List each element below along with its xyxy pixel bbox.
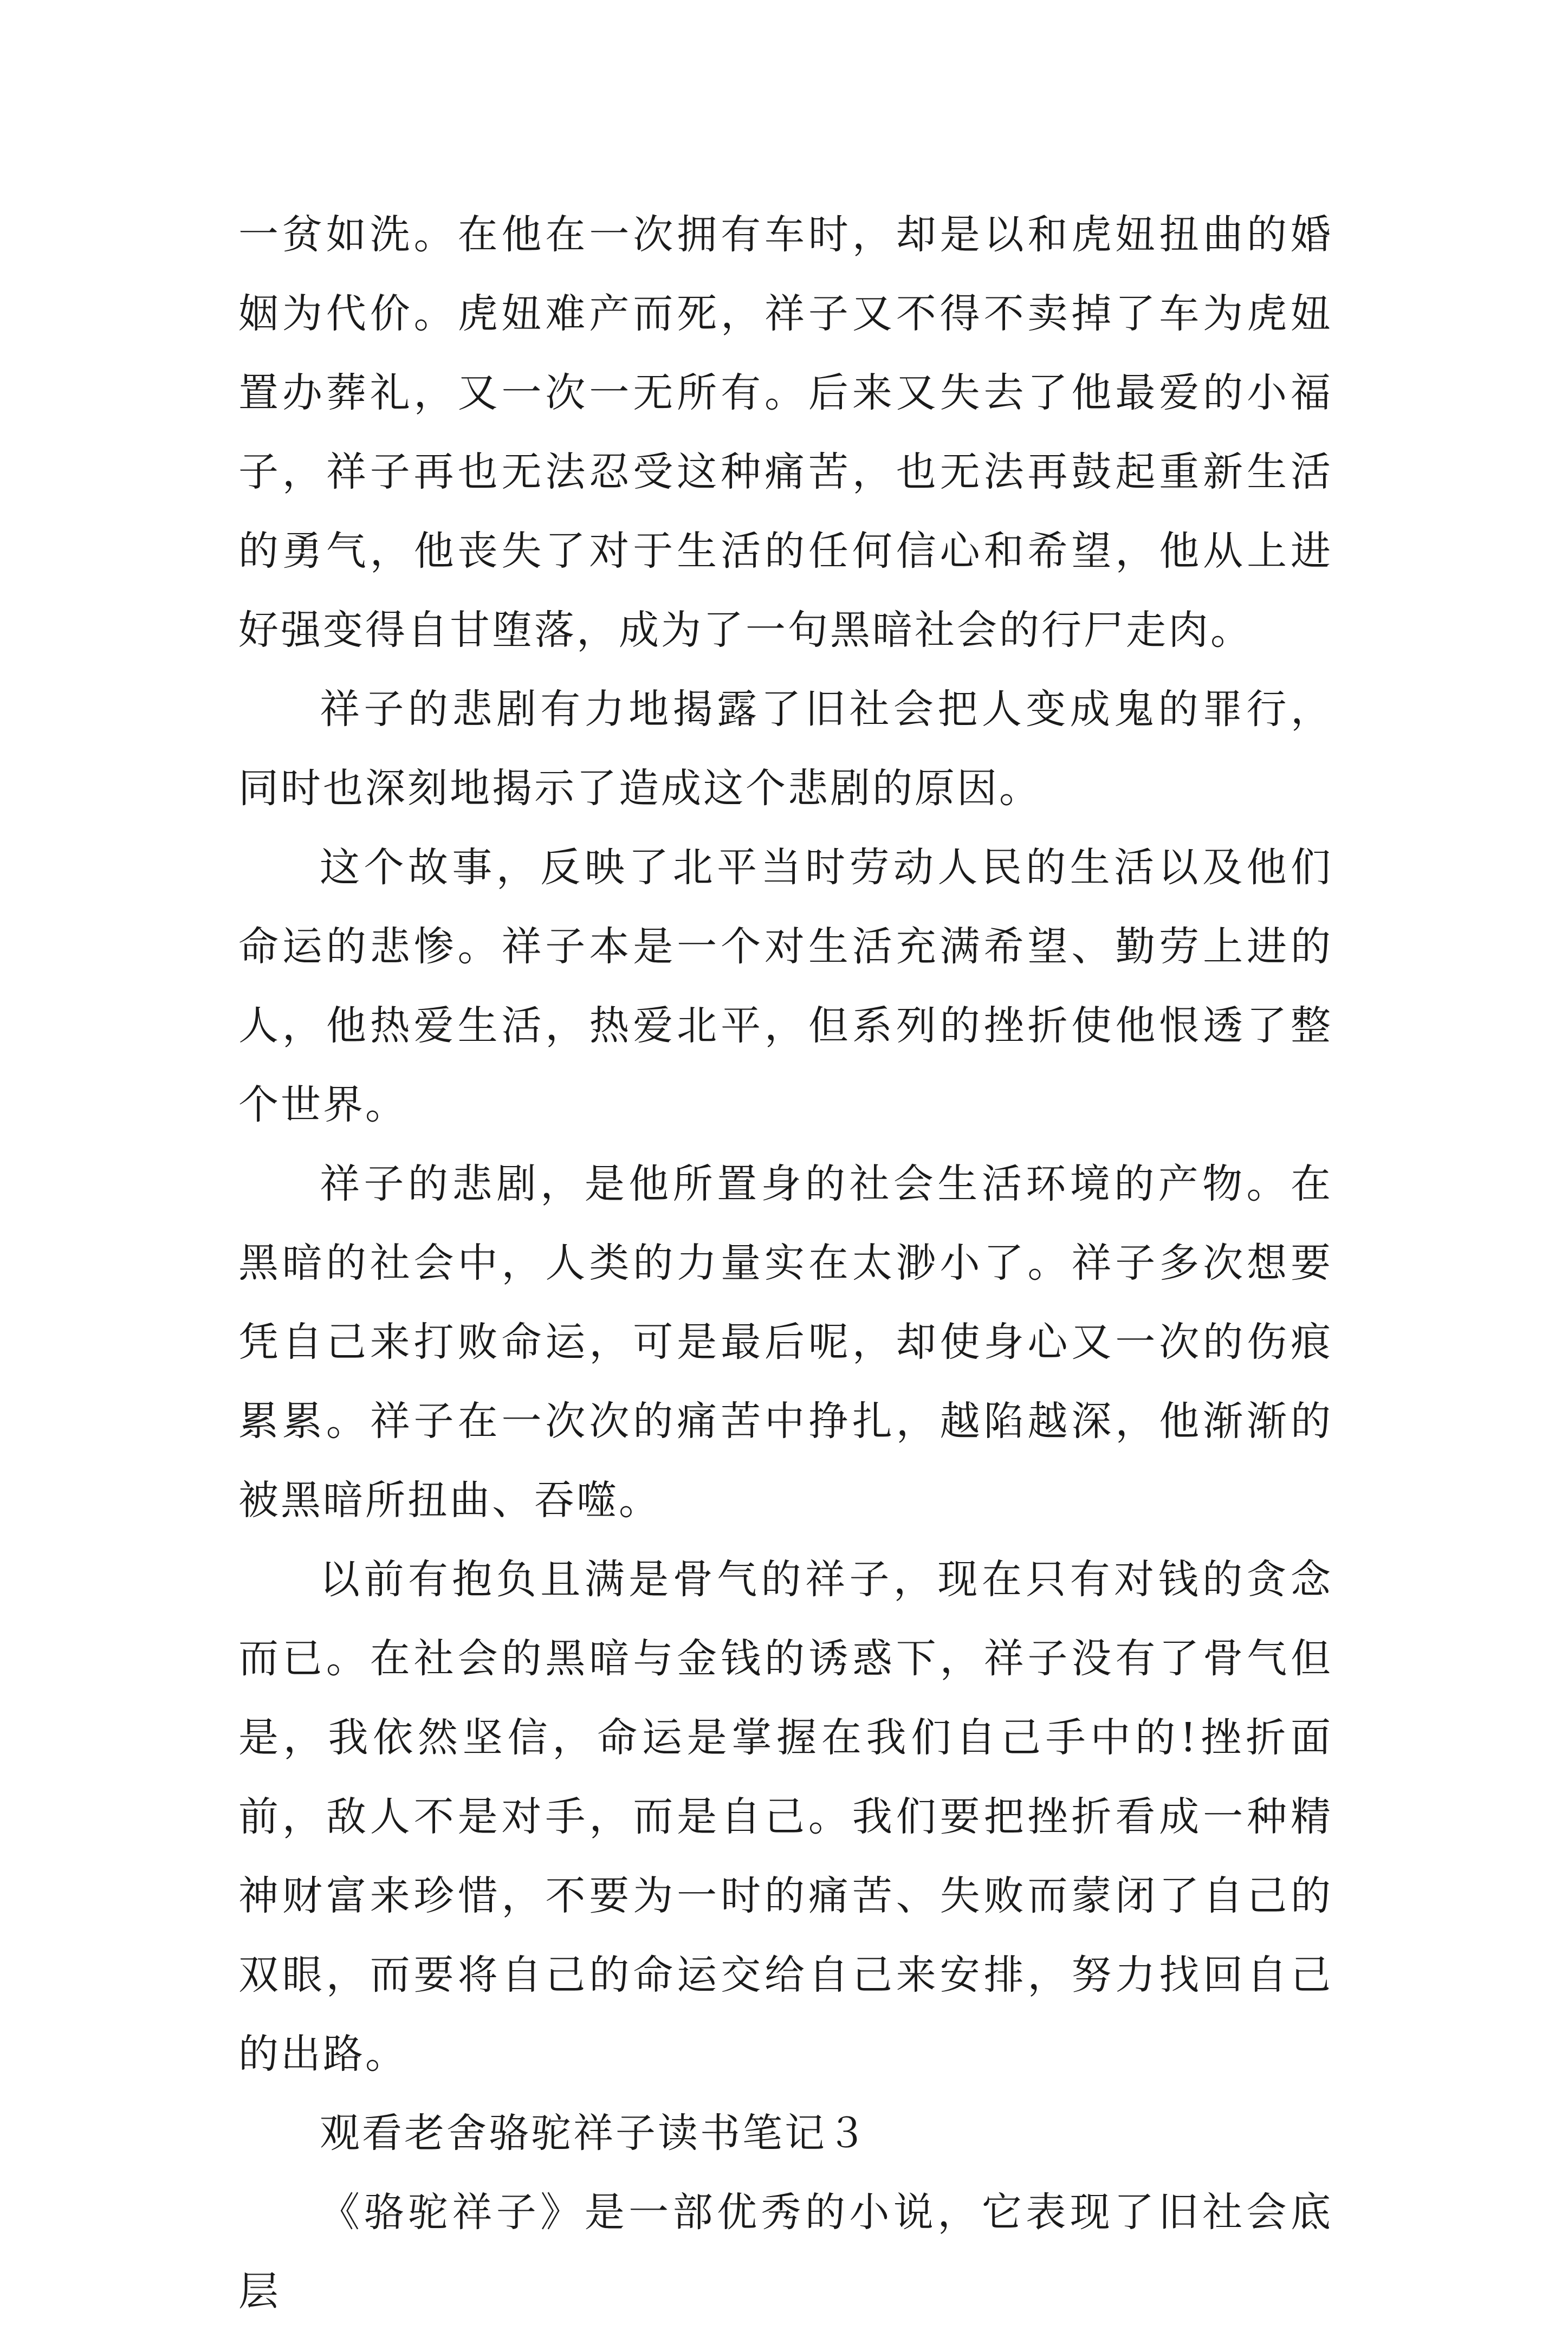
paragraph-7: 《骆驼祥子》是一部优秀的小说，它表现了旧社会底层 <box>238 2189 1333 2315</box>
paragraph-3: 这个故事，反映了北平当时劳动人民的生活以及他们命运的悲惨。祥子本是一个对生活充满希望、勤劳上进的人，他热爱生活，热爱北平，但系列的挫折使他恨透了整个世界。 <box>238 844 1333 1128</box>
paragraph-5: 以前有抱负且满是骨气的祥子，现在只有对钱的贪念而已。在社会的黑暗与金钱的诱惑下，祥子没有了骨气但是，我依然坚信，命运是掌握在我们自己手中的!挫折面前，敌人不是对手，而是自己。我们要把挫折看成一种精神财富来珍惜，不要为一时的痛苦、失败而蒙闭了自己的双眼，而要将自己的命运交给自己来安排，努力找回自己的出路。 <box>238 1556 1333 2077</box>
paragraph-1: 一贫如洗。在他在一次拥有车时，却是以和虎妞扭曲的婚姻为代价。虎妞难产而死，祥子又不得不卖掉了车为虎妞置办葬礼，又一次一无所有。后来又失去了他最爱的小福子，祥子再也无法忍受这种痛苦，也无法再鼓起重新生活的勇气，他丧失了对于生活的任何信心和希望，他从上进好强变得自甘堕落，成为了一句黑暗社会的行尸走肉。 <box>238 211 1333 653</box>
section-heading: 观看老舍骆驼祥子读书笔记３ <box>320 2110 869 2157</box>
body-text <box>238 195 1333 2331</box>
paragraph-2: 祥子的悲剧有力地揭露了旧社会把人变成鬼的罪行，同时也深刻地揭示了造成这个悲剧的原因。 <box>238 686 1333 812</box>
paragraph-4: 祥子的悲剧，是他所置身的社会生活环境的产物。在黑暗的社会中，人类的力量实在太渺小了。祥子多次想要凭自己来打败命运，可是最后呢，却使身心又一次的伤痕累累。祥子在一次次的痛苦中挣扎，越陷越深，他渐渐的被黑暗所扭曲、吞噬。 <box>238 1161 1333 1524</box>
